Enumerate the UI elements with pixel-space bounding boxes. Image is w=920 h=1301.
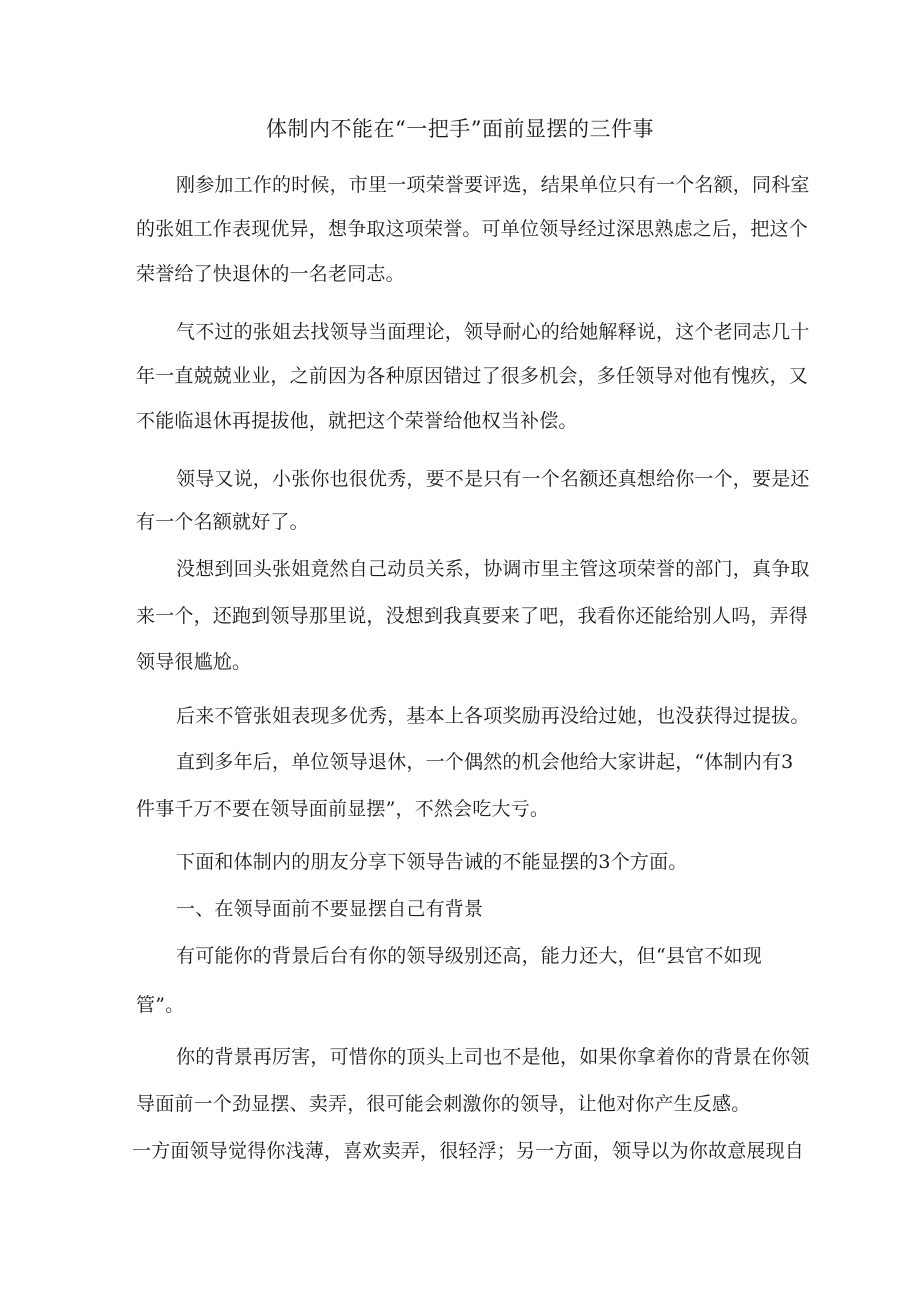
- paragraph-line: 年一直兢兢业业，之前因为各种原因错过了很多机会，多任领导对他有愧疚，又: [136, 365, 809, 387]
- paragraph-line: 后来不管张姐表现多优秀，基本上各项奖励再没给过她，也没获得过提拔。: [176, 705, 810, 727]
- paragraph-line: 件事千万不要在领导面前显摆”，不然会吃大亏。: [136, 798, 550, 820]
- paragraph-line: 直到多年后，单位领导退休，一个偶然的机会他给大家讲起，“体制内有3: [176, 751, 794, 773]
- paragraph-line: 来一个，还跑到领导那里说，没想到我真要来了吧，我看你还能给别人吗，弄得: [136, 605, 809, 627]
- paragraph-line: 管”。: [136, 994, 185, 1016]
- paragraph-line: 气不过的张姐去找领导当面理论，领导耐心的给她解释说，这个老同志几十: [176, 321, 810, 343]
- document-title: 体制内不能在“一把手”面前显摆的三件事: [266, 117, 654, 141]
- paragraph-line: 领导很尴尬。: [136, 651, 252, 673]
- paragraph-line: 没想到回头张姐竟然自己动员关系，协调市里主管这项荣誉的部门，真争取: [176, 558, 810, 580]
- paragraph-line: 下面和体制内的朋友分享下领导告诫的不能显摆的3个方面。: [176, 851, 688, 873]
- paragraph-line: 不能临退休再提拔他，就把这个荣誉给他权当补偿。: [136, 410, 578, 432]
- paragraph-line: 的张姐工作表现优异，想争取这项荣誉。可单位领导经过深思熟虑之后，把这个: [136, 218, 809, 240]
- paragraph-line: 有可能你的背景后台有你的领导级别还高，能力还大，但“县官不如现: [176, 945, 762, 967]
- paragraph-line: 一方面领导觉得你浅薄，喜欢卖弄，很轻浮；另一方面，领导以为你故意展现自: [132, 1140, 805, 1162]
- section-heading: 一、在领导面前不要显摆自己有背景: [176, 898, 484, 920]
- paragraph-line: 导面前一个劲显摆、卖弄，很可能会刺激你的领导，让他对你产生反感。: [136, 1093, 751, 1115]
- paragraph-line: 你的背景再厉害，可惜你的顶头上司也不是他，如果你拿着你的背景在你领: [176, 1046, 810, 1068]
- paragraph-line: 领导又说，小张你也很优秀，要不是只有一个名额还真想给你一个，要是还: [176, 468, 810, 490]
- paragraph-line: 有一个名额就好了。: [136, 511, 309, 533]
- paragraph-line: 荣誉给了快退休的一名老同志。: [136, 263, 405, 285]
- paragraph-line: 刚参加工作的时候，市里一项荣誉要评选，结果单位只有一个名额，同科室: [176, 174, 810, 196]
